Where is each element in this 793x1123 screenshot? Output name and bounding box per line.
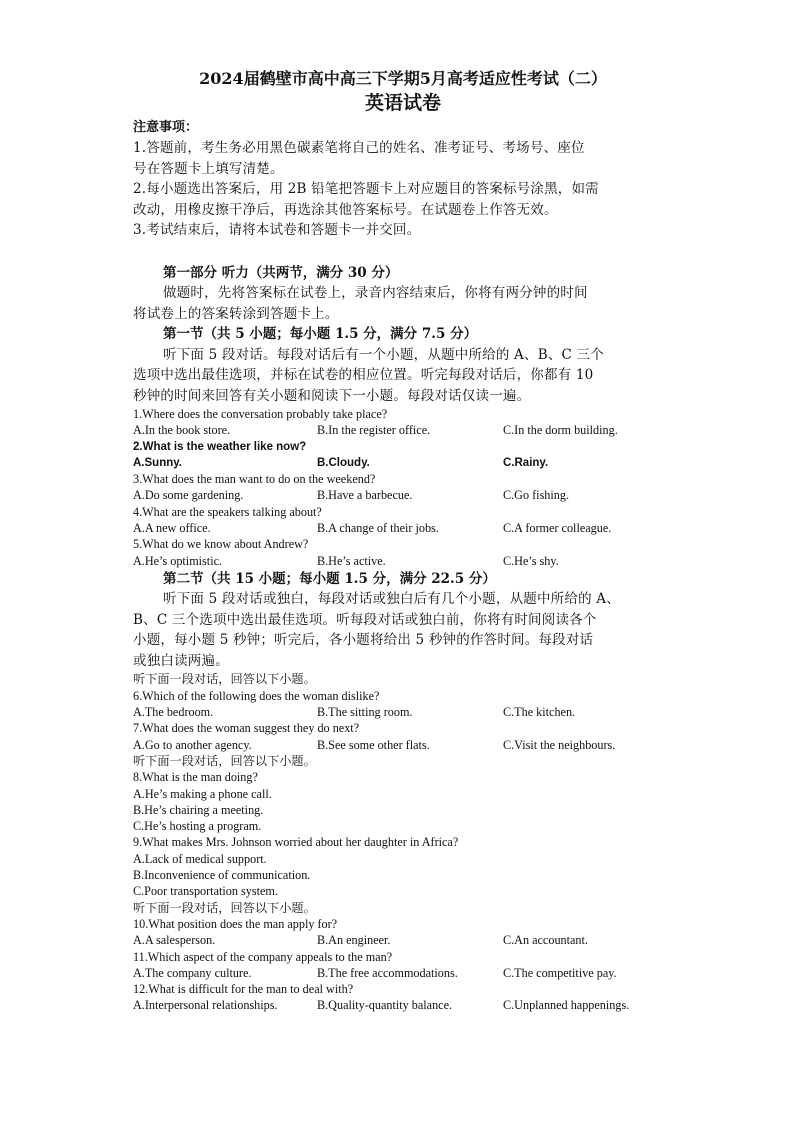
- question-stem: 2.What is the weather like now?: [133, 440, 307, 453]
- option-c: C.In the dorm building.: [503, 423, 618, 438]
- option-c: C.Visit the neighbours.: [503, 737, 616, 752]
- notice-line: 3.考试结束后，请将本试卷和答题卡一并交回。: [133, 222, 421, 238]
- question-stem: 7.What does the woman suggest they do next?: [133, 721, 360, 736]
- option-c: C.Poor transportation system.: [133, 884, 278, 899]
- option-b: B.The sitting room.: [317, 705, 413, 720]
- listen-instruction: 听下面一段对话，回答以下小题。: [133, 900, 316, 915]
- option-c: C.Go fishing.: [503, 488, 570, 503]
- option-c: C.Rainy.: [503, 456, 549, 469]
- section2-intro-line: B、C 三个选项中选出最佳选项。听每段对话或独白前，你将有时间阅读各个: [133, 611, 597, 628]
- option-c: C.He’s shy.: [503, 553, 559, 568]
- option-b: B.Quality-quantity balance.: [317, 998, 453, 1013]
- listen-instruction: 听下面一段对话，回答以下小题。: [133, 672, 316, 687]
- option-c: C.The competitive pay.: [503, 965, 617, 980]
- option-b: B.He’s active.: [317, 553, 386, 568]
- option-b: B.An engineer.: [317, 933, 391, 948]
- options-row: [133, 965, 673, 981]
- options-row: [133, 422, 673, 438]
- section2-intro-line: 听下面 5 段对话或独白，每段对话或独白后有几个小题，从题中所给的 A、: [163, 591, 620, 608]
- question-stem: 5.What do we know about Andrew?: [133, 537, 309, 552]
- option-a: A.Go to another agency.: [133, 737, 252, 752]
- subject-title: 英语试卷: [364, 92, 441, 114]
- exam-page: [133, 68, 673, 1014]
- question-stem: 4.What are the speakers talking about?: [133, 504, 322, 519]
- notice-heading: 注意事项：: [133, 120, 199, 135]
- option-b: B.Inconvenience of communication.: [133, 868, 311, 883]
- option-c: C.A former colleague.: [503, 521, 612, 536]
- option-a: A.The bedroom.: [133, 705, 214, 720]
- section2-intro-line: 或独白读两遍。: [133, 652, 229, 669]
- option-a: A.A salesperson.: [133, 933, 216, 948]
- options-row: [133, 932, 673, 948]
- option-b: B.A change of their jobs.: [317, 521, 439, 536]
- question-stem: 11.Which aspect of the company appeals to the man?: [133, 949, 393, 964]
- options-row: [133, 487, 673, 503]
- section1-intro-line: 听下面 5 段对话。每段对话后有一个小题，从题中所给的 A、B、C 三个: [163, 346, 604, 363]
- exam-title: 2024届鹤壁市高中高三下学期5月高考适应性考试（二）: [199, 69, 607, 88]
- option-a: A.In the book store.: [133, 423, 231, 438]
- option-c: C.The kitchen.: [503, 705, 576, 720]
- option-c: C.An accountant.: [503, 933, 588, 948]
- notice-line: 1.答题前，考生务必用黑色碳素笔将自己的姓名、准考证号、考场号、座位: [133, 140, 585, 156]
- option-b: B.Have a barbecue.: [317, 488, 413, 503]
- options-row: [133, 553, 673, 569]
- question-stem: 8.What is the man doing?: [133, 770, 258, 785]
- option-c: C.Unplanned happenings.: [503, 998, 630, 1013]
- option-a: A.The company culture.: [133, 965, 252, 980]
- part1-intro-line: 做题时，先将答案标在试卷上，录音内容结束后，你将有两分钟的时间: [163, 285, 588, 301]
- section2-heading: 第二节（共 15 小题；每小题 1.5 分，满分 22.5 分）: [163, 570, 496, 587]
- notice-line: 2.每小题选出答案后，用 2B 铅笔把答题卡上对应题目的答案标号涂黑，如需: [133, 181, 599, 197]
- listen-instruction: 听下面一段对话，回答以下小题。: [133, 753, 316, 768]
- part1-heading: 第一部分 听力（共两节，满分 30 分）: [163, 264, 399, 281]
- question-stem: 9.What makes Mrs. Johnson worried about her daughter in Africa?: [133, 835, 459, 850]
- option-c: C.He’s hosting a program.: [133, 819, 262, 834]
- option-a: A.A new office.: [133, 521, 211, 536]
- option-a: A.Do some gardening.: [133, 488, 244, 503]
- section1-intro-line: 秒钟的时间来回答有关小题和阅读下一小题。每段对话仅读一遍。: [133, 387, 531, 404]
- notice-line: 号在答题卡上填写清楚。: [133, 160, 284, 177]
- option-b: B.He’s chairing a meeting.: [133, 802, 264, 817]
- question-stem: 3.What does the man want to do on the weekend?: [133, 472, 376, 487]
- options-row: [133, 704, 673, 720]
- option-a: A.Sunny.: [133, 456, 182, 469]
- question-stem: 1.Where does the conversation probably take place?: [133, 407, 388, 421]
- options-row: [133, 737, 673, 753]
- options-row: [133, 997, 673, 1013]
- part1-intro-line: 将试卷上的答案转涂到答题卡上。: [133, 305, 339, 322]
- option-b: B.The free accommodations.: [317, 965, 458, 980]
- section2-intro-line: 小题，每小题 5 秒钟；听完后，各小题将给出 5 秒钟的作答时间。每段对话: [133, 632, 594, 649]
- option-a: A.Lack of medical support.: [133, 851, 267, 866]
- option-a: A.Interpersonal relationships.: [133, 998, 278, 1013]
- question-stem: 10.What position does the man apply for?: [133, 916, 338, 931]
- option-a: A.He’s making a phone call.: [133, 786, 272, 801]
- notice-line: 改动，用橡皮擦干净后，再选涂其他答案标号。在试题卷上作答无效。: [133, 201, 558, 218]
- options-row: [133, 520, 673, 536]
- option-b: B.Cloudy.: [317, 456, 370, 469]
- section1-heading: 第一节（共 5 小题；每小题 1.5 分，满分 7.5 分）: [163, 326, 478, 342]
- option-a: A.He’s optimistic.: [133, 553, 223, 568]
- question-stem: 12.What is difficult for the man to deal with?: [133, 982, 354, 997]
- option-b: B.In the register office.: [317, 423, 431, 438]
- question-stem: 6.Which of the following does the woman dislike?: [133, 688, 380, 703]
- section1-intro-line: 选项中选出最佳选项，并标在试卷的相应位置。听完每段对话后，你都有 10: [133, 367, 594, 383]
- option-b: B.See some other flats.: [317, 737, 430, 752]
- spacer: [133, 241, 673, 263]
- options-row: [133, 455, 673, 471]
